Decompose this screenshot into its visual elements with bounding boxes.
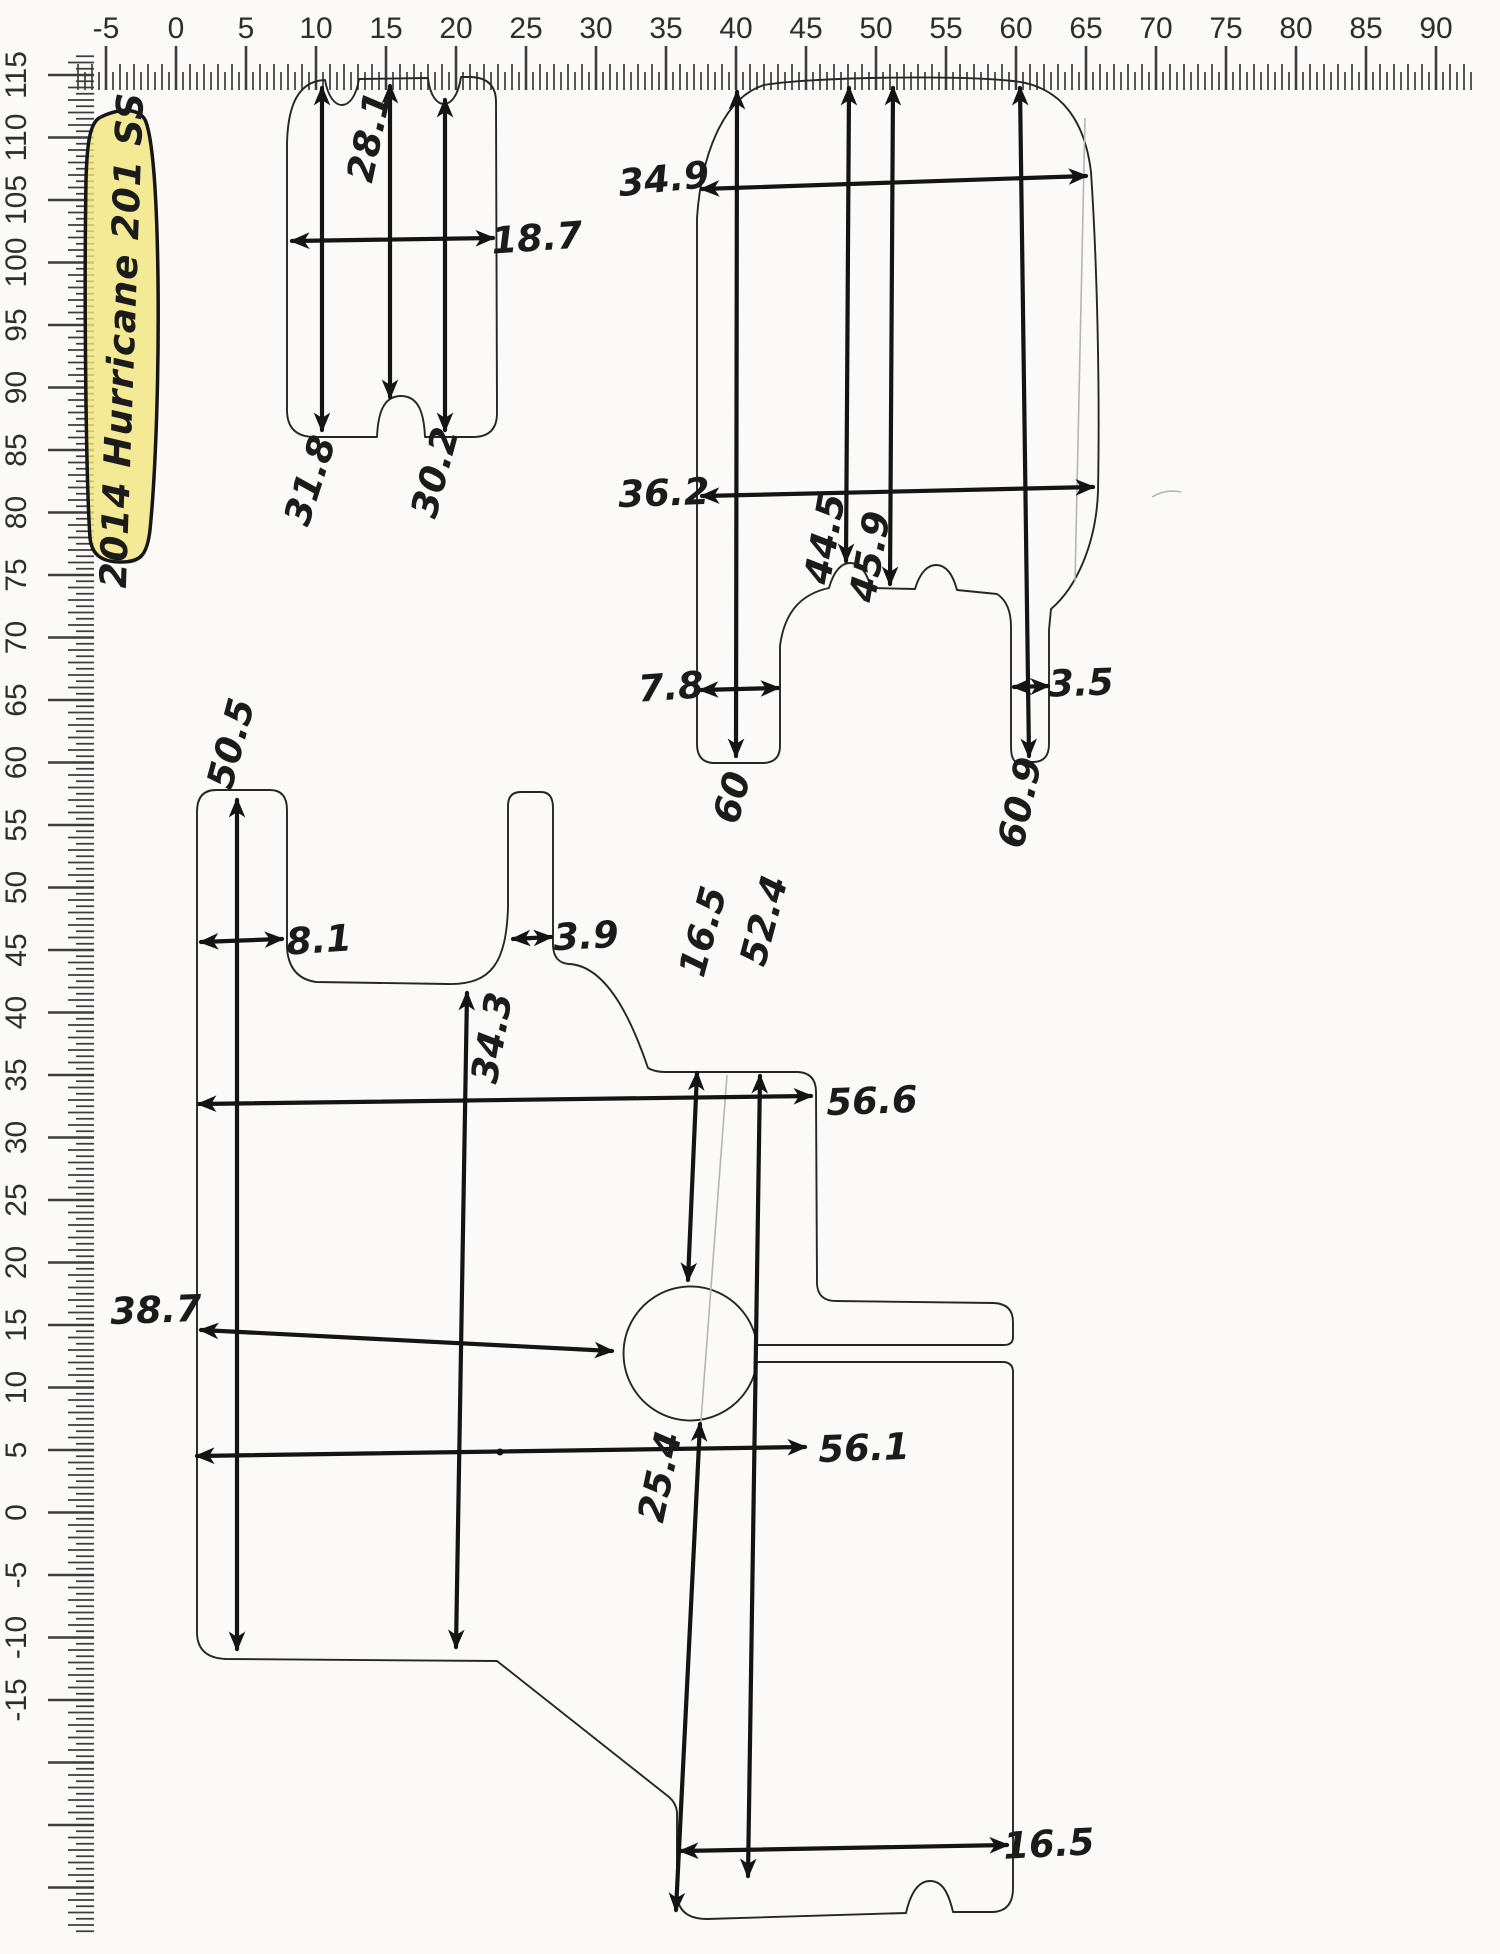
dim-arrow-width	[292, 238, 493, 241]
dim-arrow-leg-right-width	[1014, 686, 1048, 687]
svg-text:-5: -5	[0, 1561, 33, 1589]
left-ruler-numbers	[0, 51, 33, 1722]
svg-text:60: 60	[999, 12, 1033, 45]
svg-text:55: 55	[0, 808, 33, 842]
dim-label-console-drop: 16.5	[670, 881, 736, 982]
svg-text:20: 20	[439, 12, 473, 45]
dim-arrow-drop-left	[846, 88, 849, 561]
svg-text:80: 80	[0, 495, 33, 530]
svg-text:0: 0	[0, 1504, 33, 1521]
svg-text:40: 40	[0, 995, 33, 1030]
svg-text:110: 110	[0, 113, 33, 162]
svg-text:0: 0	[167, 12, 185, 45]
dim-label-height-left: 31.8	[275, 430, 345, 531]
svg-text:70: 70	[0, 620, 33, 655]
svg-text:65: 65	[0, 683, 33, 717]
dim-arrow-height-mid	[456, 993, 467, 1647]
small-pad	[276, 77, 585, 530]
svg-text:10: 10	[0, 1370, 33, 1405]
cockpit-pad	[110, 694, 1096, 1919]
dim-arrow-width-top	[199, 1096, 811, 1104]
dim-label-circle-to-bottom: 25.4	[629, 1427, 691, 1526]
svg-text:80: 80	[1279, 12, 1313, 45]
title-label	[85, 91, 158, 589]
svg-text:85: 85	[1349, 12, 1383, 45]
dim-label-height-left: 50.5	[198, 693, 264, 794]
dim-label-width-to-circle: 38.7	[109, 1286, 203, 1334]
svg-text:55: 55	[929, 12, 963, 45]
dim-arrow-tab-left-width	[201, 939, 282, 942]
dim-label-height-center: 28.1	[338, 87, 400, 186]
svg-text:-10: -10	[0, 1615, 33, 1660]
dim-label-leg-left-width: 7.8	[636, 663, 706, 711]
svg-text:115: 115	[0, 51, 33, 99]
svg-text:45: 45	[0, 933, 33, 967]
dim-label-leg-right-width: 3.5	[1047, 660, 1115, 706]
svg-text:90: 90	[1419, 12, 1453, 45]
dim-label-height-right: 30.2	[402, 422, 468, 523]
dim-arrow-tab-narrow-width	[513, 937, 551, 939]
dim-label-tab-narrow-width: 3.9	[552, 912, 620, 960]
svg-text:35: 35	[649, 12, 683, 45]
svg-text:70: 70	[1139, 12, 1173, 45]
svg-text:30: 30	[579, 12, 613, 45]
svg-text:5: 5	[0, 1441, 33, 1459]
svg-text:15: 15	[0, 1308, 33, 1342]
svg-text:10: 10	[299, 12, 333, 45]
dim-label-leg-right-length: 60.9	[989, 753, 1051, 852]
dim-arrow-console-drop	[688, 1073, 697, 1280]
svg-text:25: 25	[0, 1183, 33, 1217]
dim-label-tab-left-width: 8.1	[284, 916, 354, 964]
svg-text:35: 35	[0, 1058, 33, 1092]
svg-text:95: 95	[0, 308, 33, 342]
svg-text:75: 75	[1209, 12, 1243, 45]
dim-arrow-drop-right	[890, 88, 893, 584]
svg-text:20: 20	[0, 1245, 33, 1280]
dim-label-width-lower: 56.1	[817, 1424, 911, 1472]
svg-text:60: 60	[0, 745, 33, 780]
svg-text:50: 50	[859, 12, 893, 45]
svg-text:5: 5	[237, 12, 255, 45]
dim-arrow-width-mid	[702, 487, 1093, 496]
top-ruler-numbers	[93, 12, 1453, 45]
svg-text:25: 25	[509, 12, 543, 45]
left-ruler	[0, 51, 94, 1931]
svg-text:-5: -5	[92, 12, 120, 45]
dim-label-leg-left-length: 60	[704, 767, 760, 828]
dim-arrow-width-to-circle	[201, 1330, 612, 1351]
stray-pen-line	[1075, 118, 1085, 582]
dim-label-drop-right: 45.9	[840, 507, 900, 606]
dim-label-width: 18.7	[489, 213, 584, 263]
dim-label-height-right: 52.4	[731, 870, 797, 971]
svg-text:85: 85	[0, 433, 33, 467]
dim-arrow-leg-right-length	[1020, 88, 1029, 756]
dim-label-width-mid: 36.2	[617, 469, 711, 517]
dim-arrow-circle-to-bottom	[676, 1424, 700, 1910]
svg-text:-15: -15	[0, 1678, 33, 1722]
dim-label-height-mid: 34.3	[462, 988, 522, 1087]
svg-text:75: 75	[0, 558, 33, 592]
svg-text:90: 90	[0, 370, 33, 405]
top-ruler	[78, 12, 1471, 90]
svg-text:65: 65	[1069, 12, 1103, 45]
dim-arrow-width-bottom	[681, 1845, 1007, 1851]
dim-arrow-leg-left-width	[701, 688, 778, 690]
svg-text:105: 105	[0, 174, 33, 226]
dim-label-drop-left: 44.5	[795, 489, 855, 588]
stray-pen-mark	[1152, 491, 1181, 497]
svg-text:100: 100	[0, 237, 33, 288]
svg-text:45: 45	[789, 12, 823, 45]
svg-text:50: 50	[0, 870, 33, 905]
dim-label-width-bottom: 16.5	[1002, 1820, 1096, 1868]
bow-pad	[616, 78, 1181, 852]
dim-arrow-height-right	[748, 1076, 760, 1876]
svg-text:15: 15	[369, 12, 403, 45]
dim-label-width-top: 34.9	[616, 152, 712, 206]
dim-arrow-leg-left-length	[736, 92, 737, 756]
title-text: 2014 Hurricane 201 SS	[91, 91, 153, 589]
svg-text:40: 40	[719, 12, 753, 45]
svg-text:30: 30	[0, 1120, 33, 1155]
dim-label-width-top: 56.6	[825, 1077, 919, 1125]
